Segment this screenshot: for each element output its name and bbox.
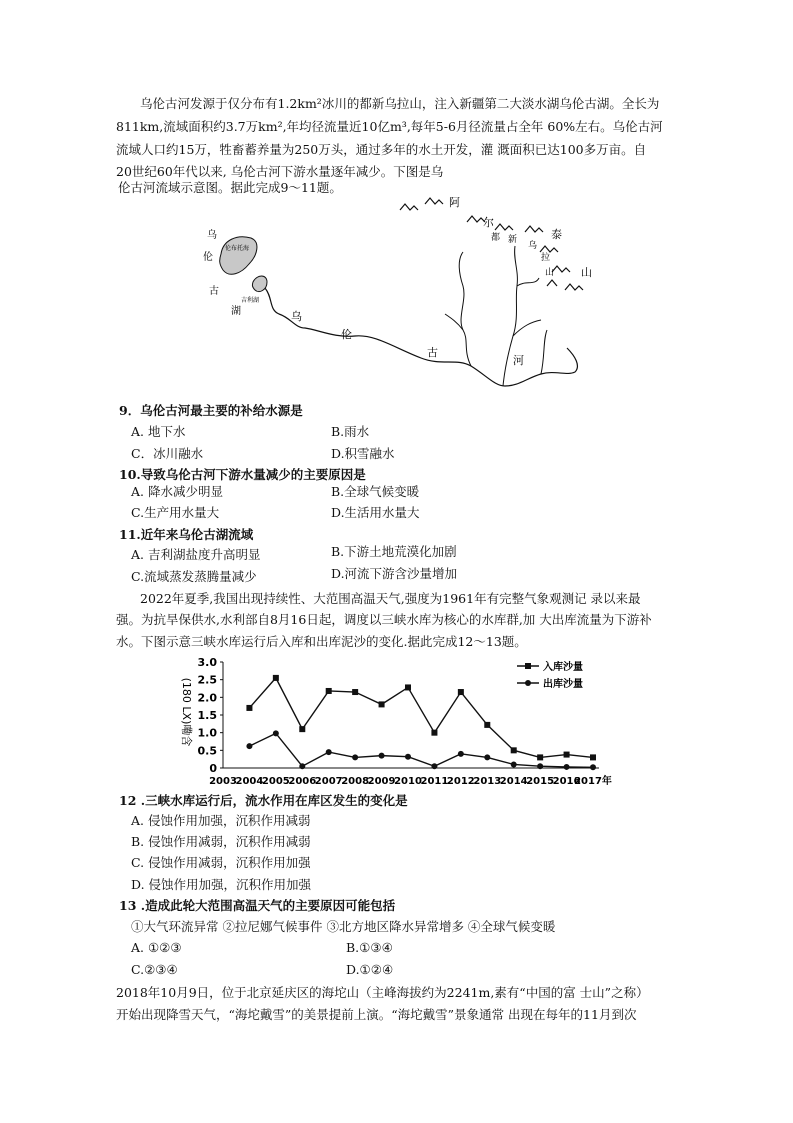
map-label-a: 阿	[449, 196, 460, 209]
q11-option-b[interactable]: B.下游土地荒漠化加剧	[331, 544, 457, 559]
x-tick-label: 2008	[341, 776, 370, 787]
chart-y-axis-label: (180 LX)嘞含	[180, 677, 193, 747]
series-line-inflow	[249, 678, 593, 758]
data-point-outflow	[564, 764, 570, 770]
data-point-inflow	[484, 722, 490, 728]
y-tick-label: 1.5	[197, 709, 217, 722]
x-tick-label: 2007	[314, 776, 343, 787]
data-point-inflow	[246, 705, 252, 711]
main-river	[265, 288, 577, 386]
map-label-xin: 新	[508, 235, 518, 245]
data-point-inflow	[405, 684, 411, 690]
mountain-symbols	[400, 198, 583, 290]
lake-label-gu: 古	[209, 286, 219, 297]
data-point-outflow	[431, 763, 437, 769]
river-label-gu: 古	[427, 346, 438, 359]
data-point-outflow	[352, 754, 358, 760]
y-tick-label: 1.0	[197, 726, 217, 740]
river-label-wu: 乌	[291, 310, 302, 323]
x-tick-label: 2003	[209, 776, 237, 787]
y-tick-label: 0	[209, 762, 217, 775]
data-point-outflow	[405, 754, 411, 760]
tributaries	[445, 246, 547, 386]
ulungur-lake-shape	[220, 237, 257, 274]
q11-option-d[interactable]: D.河流下游含沙量增加	[331, 566, 458, 581]
data-point-outflow	[484, 754, 490, 760]
x-tick-label: 2016	[552, 776, 581, 787]
data-point-outflow	[537, 763, 543, 769]
q11-option-a[interactable]: A. 吉利湖盐度升高明显	[131, 547, 261, 562]
x-tick-label: 2014	[499, 776, 528, 787]
lake-label-wu: 乌	[207, 230, 217, 241]
map-label-er: 尔	[483, 216, 494, 229]
river-label-lun: 伦	[341, 328, 352, 341]
chart-legend	[517, 660, 583, 690]
y-tick-label: 3.0	[197, 656, 217, 669]
map-label-tai: 泰	[551, 228, 562, 241]
passage1-line1: 乌伦古河发源于仅分布有1.2km²冰川的都新乌拉山，注入新疆第二大淡水湖乌伦古湖。全长为	[140, 96, 660, 111]
jili-lake-shape	[252, 276, 267, 292]
data-point-inflow	[590, 754, 596, 760]
x-tick-label: 2006	[288, 776, 317, 787]
data-point-outflow	[246, 743, 252, 749]
q12-option-a[interactable]: A. 侵蚀作用加强，沉积作用减弱	[131, 813, 311, 828]
passage3-line1: 2018年10月9日，位于北京延庆区的海坨山（主峰海拔约为2241m,素有“中国的富 士山”之称）	[116, 985, 649, 1000]
lake-label-hu: 湖	[231, 306, 241, 317]
passage2-line1: 2022年夏季,我国出现持续性、大范围高温天气,强度为1961年有完整气象观测记 录以来最	[140, 591, 641, 606]
passage1-line3: 流域人口约15万，牲畜蓄养量为250万头，通过多年的水土开发，灌 溉面积已达100多万亩。自	[116, 142, 647, 157]
chart-axes	[198, 656, 612, 787]
passage2-line2: 强。为抗旱保供水,水利部自8月16日起，调度以三峡水库为核心的水库群,加 大出库流量为下游补	[116, 612, 652, 627]
q12-option-d[interactable]: D. 侵蚀作用加强，沉积作用加强	[131, 877, 312, 892]
data-point-inflow	[431, 730, 437, 736]
x-tick-label: 2005	[261, 776, 290, 787]
legend-marker-inflow	[525, 663, 531, 669]
q11-stem: 11.近年来乌伦古湖流域	[119, 527, 254, 542]
y-tick-label: 0.5	[197, 744, 217, 758]
q13-option-a[interactable]: A. ①②③	[131, 940, 182, 955]
x-tick-label: 2013	[473, 776, 502, 787]
q10-option-a[interactable]: A. 降水减少明显	[131, 484, 223, 499]
x-tick-label: 2012	[446, 776, 475, 787]
sediment-line-chart	[175, 652, 615, 792]
x-tick-label: 2010	[394, 776, 422, 787]
q10-option-c[interactable]: C.生产用水量大	[131, 505, 220, 520]
map-label-la: 拉	[541, 253, 551, 263]
data-point-inflow	[537, 754, 543, 760]
x-tick-label: 2015	[526, 776, 555, 787]
data-point-outflow	[326, 749, 332, 755]
x-tick-label: 2009	[367, 776, 396, 787]
river-label-he: 河	[513, 354, 524, 367]
passage3-line2: 开始出现降雪天气，“海坨戴雪”的美景提前上演。“海坨戴雪”景象通常 出现在每年的11月到次	[116, 1007, 637, 1022]
data-point-inflow	[273, 675, 279, 681]
map-label-shan2: 山	[545, 268, 555, 278]
x-tick-label: 2017年	[574, 776, 612, 787]
passage1-line4: 20世纪60年代以来, 乌伦古河下游水量逐年减少。下图是乌	[116, 164, 444, 179]
series-line-outflow	[249, 733, 593, 767]
map-label-dou: 都	[491, 233, 501, 243]
q9-option-d[interactable]: D.积雪融水	[331, 446, 395, 461]
q13-option-c[interactable]: C.②③④	[131, 962, 178, 977]
x-tick-label: 2004	[235, 776, 264, 787]
ulungur-lake-label: 伦布托海	[225, 245, 250, 252]
map-label-wu2: 乌	[528, 241, 538, 251]
data-point-outflow	[273, 730, 279, 736]
river-basin-map	[195, 190, 595, 400]
data-point-inflow	[326, 688, 332, 694]
data-point-outflow	[458, 751, 464, 757]
passage2-line3: 水。下图示意三峡水库运行后入库和出库泥沙的变化.据此完成12～13题。	[116, 634, 527, 649]
q9-option-c[interactable]: C．冰川融水	[131, 446, 204, 461]
q9-stem: 9．乌伦古河最主要的补给水源是	[119, 403, 303, 418]
y-tick-label: 2.5	[197, 673, 217, 687]
legend-marker-outflow	[525, 680, 531, 686]
q12-stem: 12 .三峡水库运行后，流水作用在库区发生的变化是	[119, 793, 408, 808]
data-point-outflow	[299, 763, 305, 769]
legend-label-inflow: 入库沙量	[543, 662, 583, 673]
q13-stem: 13 .造成此轮大范围高温天气的主要原因可能包括	[119, 898, 396, 913]
data-point-inflow	[299, 726, 305, 732]
q11-option-c[interactable]: C.流域蒸发蒸腾量减少	[131, 569, 257, 584]
data-point-outflow	[590, 764, 596, 770]
q13-option-d[interactable]: D.①②④	[346, 962, 394, 977]
map-label-shan: 山	[581, 266, 592, 279]
q10-stem: 10.导致乌伦古河下游水量减少的主要原因是	[119, 467, 366, 482]
q12-option-c[interactable]: C. 侵蚀作用减弱，沉积作用加强	[131, 855, 311, 870]
data-point-outflow	[511, 761, 517, 767]
q10-option-d[interactable]: D.生活用水量大	[331, 505, 420, 520]
data-point-inflow	[352, 689, 358, 695]
legend-label-outflow: 出库沙量	[543, 679, 583, 690]
q13-option-b[interactable]: B.①③④	[346, 940, 393, 955]
data-point-inflow	[564, 752, 570, 758]
data-point-inflow	[511, 747, 517, 753]
y-tick-label: 2.0	[197, 691, 217, 705]
data-point-inflow	[379, 701, 385, 707]
jili-lake-label: 吉利湖	[241, 297, 260, 304]
q13-items: ①大气环流异常 ②拉尼娜气候事件 ③北方地区降水异常增多 ④全球气候变暖	[131, 919, 556, 934]
passage1-line2: 811km,流域面积约3.7万km²,年均径流量近10亿m³,每年5-6月径流量占全年 60%左右。乌伦古河	[116, 119, 663, 134]
q12-option-b[interactable]: B. 侵蚀作用减弱，沉积作用减弱	[131, 834, 311, 849]
q10-option-b[interactable]: B.全球气候变暖	[331, 484, 420, 499]
passage1-line5: 伦古河流域示意图。据此完成9～11题。	[118, 180, 342, 195]
data-point-inflow	[458, 689, 464, 695]
lake-label-lun: 伦	[203, 252, 213, 263]
data-point-outflow	[379, 753, 385, 759]
q9-option-a[interactable]: A. 地下水	[131, 424, 186, 439]
q9-option-b[interactable]: B.雨水	[331, 424, 370, 439]
x-tick-label: 2011	[420, 776, 449, 787]
